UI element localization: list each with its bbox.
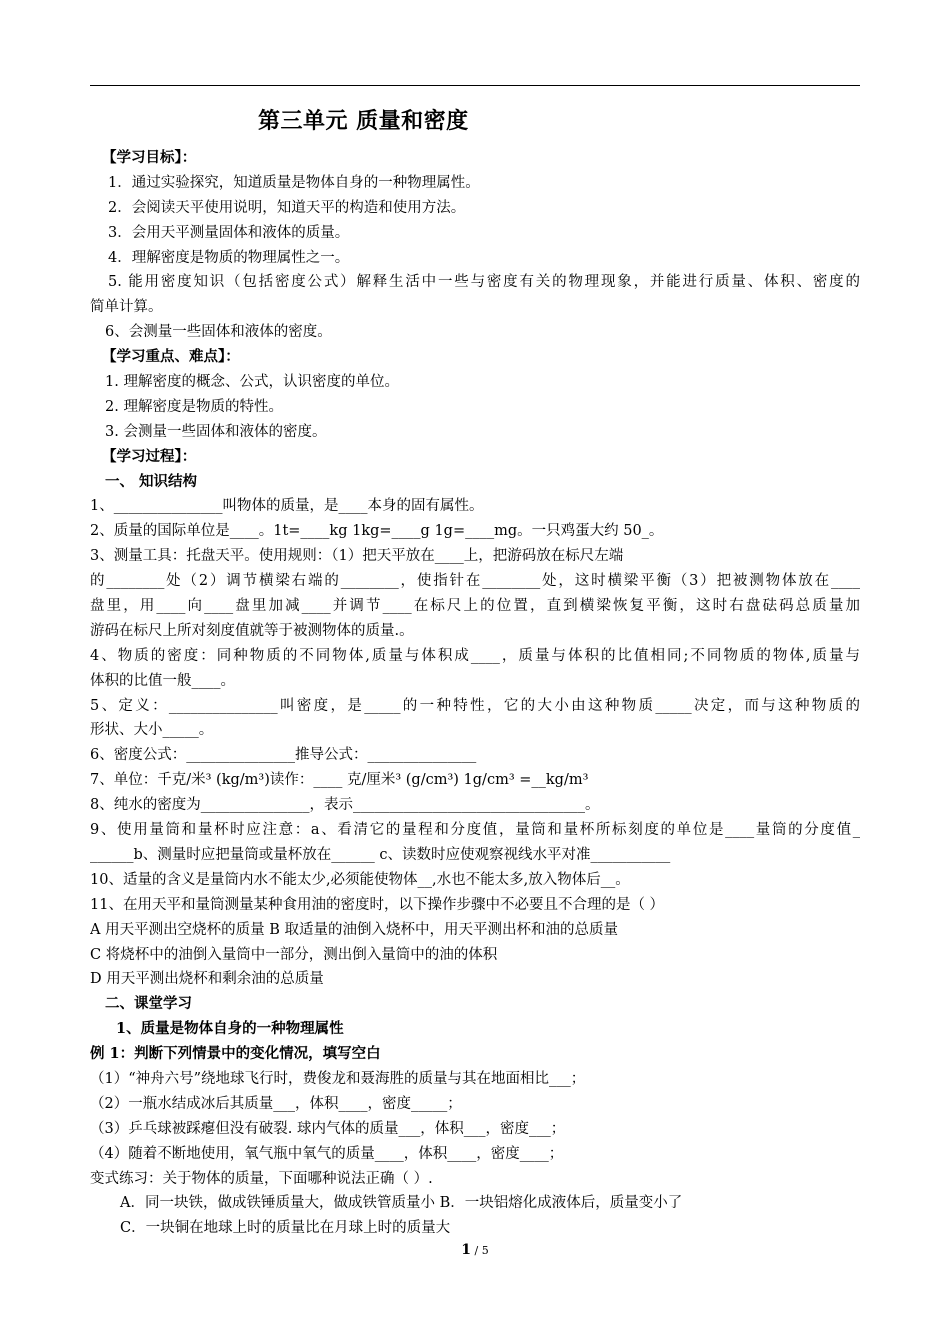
goal-2: 2．会阅读天平使用说明，知道天平的构造和使用方法。: [108, 199, 466, 216]
variant-exercise: 变式练习：关于物体的质量，下面哪种说法正确（ ）.: [90, 1170, 433, 1187]
goal-5: 5. 能用密度知识（包括密度公式）解释生活中一些与密度有关的物理现象，并能进行质量、体积、密度的: [108, 274, 860, 291]
subsection-knowledge-structure: 一、 知识结构: [105, 472, 198, 490]
question-6: 6、密度公式：_______________推导公式：_______________: [90, 747, 477, 764]
keypoint-1: 1. 理解密度的概念、公式，认识密度的单位。: [105, 374, 399, 391]
question-4: 4、物质的密度：同种物质的不同物体,质量与体积成____，质量与体积的比值相同;不同物质的物体,质量与: [90, 647, 860, 664]
keypoint-2: 2. 理解密度是物质的特性。: [105, 398, 283, 415]
page-title: 第三单元 质量和密度: [258, 108, 469, 134]
question-5: 5、定义：_______________叫密度，是_____的一种特性，它的大小由这种物质_____决定，而与这种物质的: [90, 697, 860, 714]
question-7: 7、单位：千克/米³ (kg/m³)读作：____ 克/厘米³ (g/cm³) 1g/cm³ =__kg/m³: [90, 772, 589, 789]
example-1-item-4: （4）随着不断地使用，氧气瓶中氧气的质量____，体积____，密度____；: [90, 1145, 564, 1162]
question-3-line-2: 的________处（2）调节横梁右端的________，使指针在________处，这时横梁平衡（3）把被测物体放在____: [90, 573, 860, 590]
option-c: C 将烧杯中的油倒入量筒中一部分，测出倒入量筒中的油的体积: [90, 946, 498, 963]
option-a-b: A 用天平测出空烧杯的质量 B 取适量的油倒入烧杯中，用天平测出杯和油的总质量: [90, 921, 618, 938]
page-number: [90, 1242, 860, 1258]
example-1-text: 例 1：判断下列情景中的变化情况，填写空白: [90, 1045, 381, 1063]
goal-6: 6、会测量一些固体和液体的密度。: [105, 324, 332, 341]
goal-4: 4．理解密度是物质的物理属性之一。: [108, 249, 350, 266]
variant-options-a-b: A．同一块铁，做成铁锤质量大，做成铁管质量小 B．一块铝熔化成液体后，质量变小了: [120, 1195, 683, 1212]
option-d: D 用天平测出烧杯和剩余油的总质量: [90, 971, 324, 988]
example-1-item-2: （2）一瓶水结成冰后其质量___，体积____，密度_____；: [90, 1095, 462, 1112]
question-10: 10、适量的含义是量筒内水不能太少,必须能使物体__,水也不能太多,放入物体后__。: [90, 871, 630, 888]
question-9: 9、使用量筒和量杯时应注意：a、看清它的量程和分度值，量筒和量杯所标刻度的单位是____量筒的分度值_: [90, 822, 860, 839]
document-body: [90, 146, 860, 1241]
section-heading-goals: 【学习目标】：: [102, 149, 197, 166]
question-3-line-3: 盘里，用____向____盘里加减____并调节____在标尺上的位置，直到横梁恢复平衡，这时右盘砝码总质量加: [90, 598, 860, 615]
question-11: 11、在用天平和量筒测量某种食用油的密度时，以下操作步骤中不必要且不合理的是（ ）: [90, 896, 665, 913]
question-2: 2、质量的国际单位是____。1t=____kg 1kg=____g 1g=____mg。一只鸡蛋大约 50_。: [90, 523, 664, 540]
question-4-cont: 体积的比值一般____。: [90, 672, 235, 689]
question-3: 3、测量工具：托盘天平。使用规则：（1）把天平放在____上，把游码放在标尺左端: [90, 548, 624, 565]
question-8: 8、纯水的密度为_______________，表示________________________________。: [90, 797, 600, 814]
question-5-cont: 形状、大小_____。: [90, 722, 214, 739]
section-heading-process: 【学习过程】：: [102, 447, 197, 465]
header-rule: [90, 85, 860, 86]
question-9-cont: ______b、测量时应把量筒或量杯放在______ c、读数时应使观察视线水平对准___________: [90, 846, 671, 863]
goal-5-cont: 简单计算。: [90, 299, 163, 316]
example-1: [90, 1042, 860, 1067]
page-total: / 5: [471, 1244, 489, 1257]
goal-1: 1．通过实验探究，知道质量是物体自身的一种物理属性。: [108, 174, 480, 191]
document-page: [90, 0, 860, 1344]
question-1: 1、_______________叫物体的质量，是____本身的固有属性。: [90, 498, 484, 515]
page-current: 1: [461, 1242, 472, 1258]
section-heading-classroom: 二、课堂学习: [105, 995, 192, 1013]
keypoint-3: 3. 会测量一些固体和液体的密度。: [105, 423, 327, 440]
variant-option-c: C．一块铜在地球上时的质量比在月球上时的质量大: [120, 1220, 451, 1237]
section-heading-keypoints: 【学习重点、难点】：: [102, 348, 240, 366]
example-1-item-3: （3）乒乓球被踩瘪但没有破裂. 球内气体的质量___，体积___，密度___；: [90, 1120, 566, 1137]
question-3-line-4: 游码在标尺上所对刻度值就等于被测物体的质量.。: [90, 622, 414, 639]
subsection-mass-property: 1、质量是物体自身的一种物理属性: [116, 1020, 344, 1038]
goal-3: 3．会用天平测量固体和液体的质量。: [108, 224, 350, 241]
example-1-item-1: （1）“神舟六号”绕地球飞行时，费俊龙和聂海胜的质量与其在地面相比___；: [90, 1070, 586, 1087]
